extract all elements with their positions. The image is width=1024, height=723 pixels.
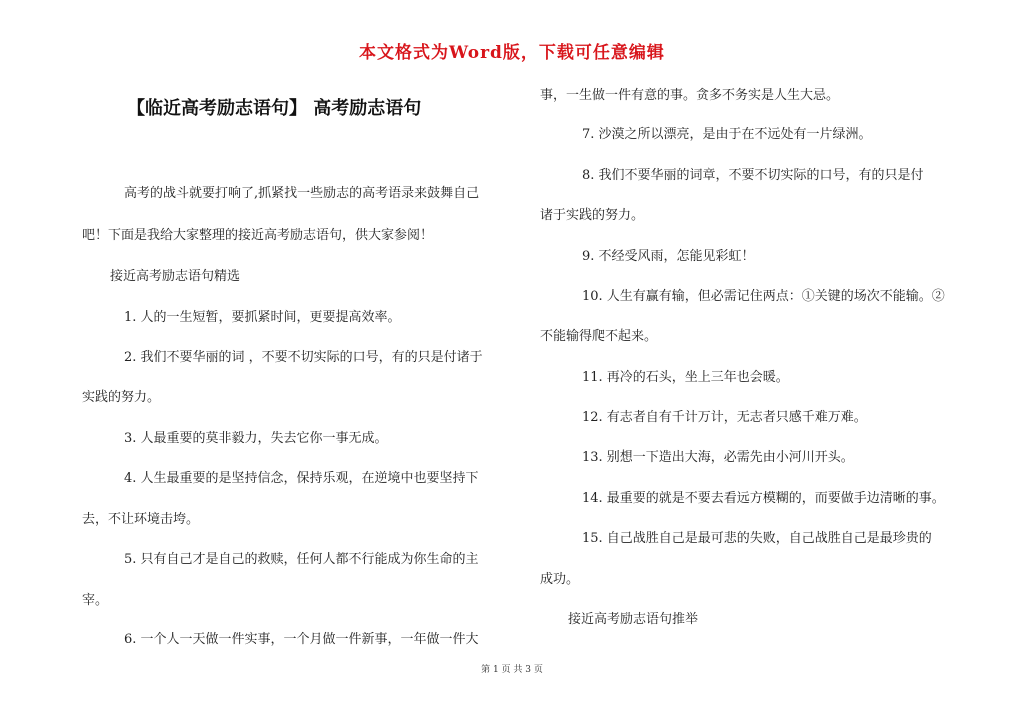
list-item: 9. 不经受风雨，怎能见彩虹！: [582, 249, 755, 264]
list-item: 8. 我们不要华丽的词章，不要不切实际的口号，有的只是付: [582, 168, 924, 183]
format-banner: 本文格式为Word版，下载可任意编辑: [359, 43, 665, 63]
section-heading: 接近高考励志语句推举: [568, 612, 699, 627]
list-item: 3. 人最重要的莫非毅力，失去它你一事无成。: [124, 431, 388, 446]
list-item: 13. 别想一下造出大海，必需先由小河川开头。: [582, 450, 854, 465]
page-title: 【临近高考励志语句】 高考励志语句: [127, 98, 422, 119]
text-line: 高考的战斗就要打响了,抓紧找一些励志的高考语录来鼓舞自己: [124, 186, 480, 201]
list-item: 11. 再冷的石头，坐上三年也会暖。: [582, 370, 789, 385]
list-item: 15. 自己战胜自己是最可悲的失败，自己战胜自己是最珍贵的: [582, 531, 932, 546]
list-item-continuation: 事，一生做一件有意的事。贪多不务实是人生大忌。: [540, 88, 840, 103]
list-item: 2. 我们不要华丽的词 ，不要不切实际的口号，有的只是付诸于: [124, 350, 483, 365]
list-item: 14. 最重要的就是不要去看远方模糊的，而要做手边清晰的事。: [582, 491, 945, 506]
list-item-continuation: 实践的努力。: [82, 390, 161, 405]
list-item: 1. 人的一生短暂，要抓紧时间，更要提高效率。: [124, 310, 401, 325]
list-item: 4. 人生最重要的是坚持信念，保持乐观，在逆境中也要坚持下: [124, 471, 479, 486]
list-item-continuation: 去，不让环境击垮。: [82, 512, 200, 527]
list-item: 12. 有志者自有千计万计，无志者只感千难万难。: [582, 410, 867, 425]
list-item-continuation: 成功。: [540, 572, 580, 587]
list-item: 7. 沙漠之所以漂亮，是由于在不远处有一片绿洲。: [582, 127, 872, 142]
section-heading: 接近高考励志语句精选: [110, 269, 241, 284]
list-item: 5. 只有自己才是自己的救赎，任何人都不行能成为你生命的主: [124, 552, 479, 567]
list-item: 10. 人生有赢有输，但必需记住两点：①关键的场次不能输。②: [582, 289, 945, 304]
list-item: 6. 一个人一天做一件实事，一个月做一件新事，一年做一件大: [124, 632, 479, 647]
list-item-continuation: 不能输得爬不起来。: [540, 329, 658, 344]
page-number: 第 1 页 共 3 页: [481, 665, 543, 675]
list-item-continuation: 诸于实践的努力。: [540, 208, 645, 223]
text-line: 吧！下面是我给大家整理的接近高考励志语句，供大家参阅！: [82, 228, 434, 243]
list-item-continuation: 宰。: [82, 593, 109, 608]
